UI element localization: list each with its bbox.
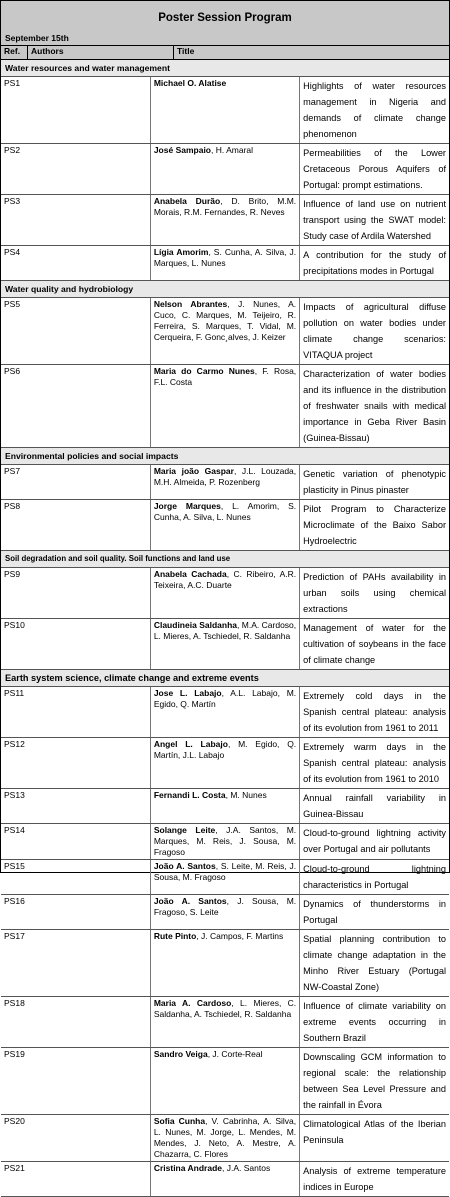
- poster-title: Influence of climate variability on extreme events occurring in Southern Brazil: [300, 997, 449, 1048]
- poster-ref: PS21: [1, 1162, 150, 1197]
- co-authors: , M. Egido, Q. Martín, J.L. Labajo: [153, 739, 297, 760]
- co-authors: , S. Cunha, A. Silva, J. Marques, L. Nunes: [153, 247, 297, 268]
- co-authors: , J. Sousa, M. Fragoso, S. Leite: [153, 896, 297, 917]
- poster-title: Downscaling GCM information to regional scale: the relationship between Sea Level Pressure and the rainfall in Évora: [300, 1048, 449, 1115]
- table-row: [1, 1048, 449, 1115]
- co-authors: , S. Leite, M. Reis, J. Sousa, M. Fragoso: [153, 861, 297, 882]
- section-title: Soil degradation and soil quality. Soil functions and land use: [1, 551, 449, 568]
- section-title: Environmental policies and social impacts: [1, 448, 449, 465]
- presenting-author: Jorge Marques: [153, 501, 221, 511]
- table-row: [1, 1115, 449, 1162]
- poster-authors: [150, 144, 299, 195]
- table-row: [1, 500, 449, 551]
- poster-title: Genetic variation of phenotypic plasticity in Pinus pinaster: [300, 465, 449, 500]
- table-row: [1, 789, 449, 824]
- table-row: [1, 144, 449, 195]
- table-row: [1, 298, 449, 365]
- table-row: [1, 997, 449, 1048]
- presenting-author: Maria do Carmo Nunes: [153, 366, 255, 376]
- co-authors: , L. Mieres, C. Saldanha, A. Tschiedel, R. Saldanha: [153, 998, 297, 1019]
- presenting-author: Maria A. Cardoso: [153, 998, 232, 1008]
- poster-ref: PS13: [1, 789, 150, 824]
- co-authors: , V. Cabrinha, A. Silva, L. Nunes, M. Jorge, L. Mendes, M. Mendes, J. Neto, A. Mestre, A. Chazarra, C. Flores: [153, 1116, 297, 1159]
- poster-authors: [150, 1048, 299, 1115]
- poster-ref: PS11: [1, 687, 150, 738]
- table-row: [1, 568, 449, 619]
- table-row: [1, 687, 449, 738]
- poster-title: Analysis of extreme temperature indices in Europe: [300, 1162, 449, 1197]
- presenting-author: Lígia Amorim: [153, 247, 209, 257]
- poster-ref: PS12: [1, 738, 150, 789]
- co-authors: , J.L. Louzada, M.H. Almeida, P. Rozenberg: [153, 466, 297, 487]
- poster-authors: [150, 246, 299, 281]
- poster-authors: [150, 500, 299, 551]
- presenting-author: Solange Leite: [153, 825, 216, 835]
- presenting-author: Sandro Veiga: [153, 1049, 208, 1059]
- table-row: [1, 1162, 449, 1197]
- presenting-author: Michael O. Alatise: [153, 78, 227, 88]
- poster-ref: PS15: [1, 860, 150, 895]
- poster-title: A contribution for the study of precipitations modes in Portugal: [300, 246, 449, 281]
- poster-authors: [150, 997, 299, 1048]
- poster-title: Characterization of water bodies and its influence in the distribution of freshwater snails with medical importance in Geba River Basin (Guinea-Bissau): [300, 365, 449, 448]
- presenting-author: Fernandi L. Costa: [153, 790, 226, 800]
- presenting-author: Angel L. Labajo: [153, 739, 228, 749]
- poster-authors: [150, 465, 299, 500]
- table-row: [1, 930, 449, 997]
- poster-title: Pilot Program to Characterize Microclimate of the Baixo Sabor Hydroelectric: [300, 500, 449, 551]
- poster-authors: [150, 930, 299, 997]
- poster-authors: [150, 1115, 299, 1162]
- co-authors: , F. Rosa, F.L. Costa: [153, 366, 297, 387]
- co-authors: , J.A. Santos: [222, 1163, 271, 1173]
- poster-title: Highlights of water resources management in Nigeria and demands of climate change phenomenon: [300, 77, 449, 144]
- presenting-author: Jose L. Labajo: [153, 688, 222, 698]
- poster-authors: [150, 77, 299, 144]
- poster-authors: [150, 365, 299, 448]
- co-authors: , M.A. Cardoso, L. Mieres, A. Tschiedel, R. Saldanha: [153, 620, 297, 641]
- poster-authors: [150, 860, 299, 895]
- table-row: [1, 895, 449, 930]
- column-header-ref: Ref.: [1, 46, 28, 59]
- poster-title: Impacts of agricultural diffuse pollution on water bodies under climate change scenarios: VITAQUA project: [300, 298, 449, 365]
- table-row: [1, 860, 449, 895]
- presenting-author: Anabela Cachada: [153, 569, 227, 579]
- poster-ref: PS19: [1, 1048, 150, 1115]
- presenting-author: Maria joão Gaspar: [153, 466, 234, 476]
- poster-authors: [150, 687, 299, 738]
- poster-title: Spatial planning contribution to climate change adaptation in the Minho River Estuary (Portugal NW-Coastal Zone): [300, 930, 449, 997]
- table-row: [1, 619, 449, 670]
- poster-title: Dynamics of thunderstorms in Portugal: [300, 895, 449, 930]
- section-header-row: [1, 551, 449, 568]
- program-table-body: [1, 60, 449, 1197]
- section-header-row: [1, 670, 449, 687]
- section-title: Water quality and hydrobiology: [1, 281, 449, 298]
- section-title: Water resources and water management: [1, 60, 449, 77]
- poster-title: Climatological Atlas of the Iberian Peninsula: [300, 1115, 449, 1162]
- table-row: [1, 824, 449, 860]
- poster-authors: [150, 824, 299, 860]
- poster-ref: PS2: [1, 144, 150, 195]
- poster-title: Cloud-to-ground lightning characteristics in Portugal: [300, 860, 449, 895]
- poster-title: Permeabilities of the Lower Cretaceous Porous Aquifers of Portugal: prompt estimations.: [300, 144, 449, 195]
- column-header-title: Title: [177, 46, 195, 56]
- poster-ref: PS18: [1, 997, 150, 1048]
- poster-authors: [150, 895, 299, 930]
- presenting-author: Sofia Cunha: [153, 1116, 206, 1126]
- co-authors: , L. Amorim, S. Cunha, A. Silva, L. Nunes: [153, 501, 297, 522]
- table-row: [1, 195, 449, 246]
- poster-ref: PS1: [1, 77, 150, 144]
- table-row: [1, 465, 449, 500]
- co-authors: , J. Campos, F. Martins: [196, 931, 284, 941]
- section-header-row: [1, 60, 449, 77]
- poster-ref: PS10: [1, 619, 150, 670]
- poster-ref: PS4: [1, 246, 150, 281]
- presenting-author: Rute Pinto: [153, 931, 197, 941]
- poster-title: Management of water for the cultivation of soybeans in the face of climate change: [300, 619, 449, 670]
- co-authors: , H. Amaral: [211, 145, 254, 155]
- poster-ref: PS14: [1, 824, 150, 860]
- poster-title: Influence of land use on nutrient transport using the SWAT model: Study case of Ardila Watershed: [300, 195, 449, 246]
- page-title: Poster Session Program: [158, 12, 292, 24]
- presenting-author: José Sampaio: [153, 145, 211, 155]
- program-table: [1, 60, 449, 1197]
- poster-authors: [150, 568, 299, 619]
- presenting-author: Nelson Abrantes: [153, 299, 228, 309]
- poster-ref: PS17: [1, 930, 150, 997]
- co-authors: , J.A. Santos, M. Marques, M. Reis, J. Sousa, M. Fragoso: [153, 825, 297, 857]
- co-authors: , J. Nunes, A. Cuco, C. Marques, M. Teijeiro, R. Ferreira, S. Marques, T. Vidal, M. Cerqueira, F. Gonc¸alves, J. Keizer: [153, 299, 297, 342]
- poster-ref: PS6: [1, 365, 150, 448]
- table-row: [1, 77, 449, 144]
- presenting-author: Cristina Andrade: [153, 1163, 222, 1173]
- co-authors: , J. Corte-Real: [207, 1049, 263, 1059]
- table-row: [1, 738, 449, 789]
- table-row: [1, 246, 449, 281]
- co-authors: , M. Nunes: [225, 790, 267, 800]
- column-header-row: [1, 45, 449, 59]
- poster-title: Cloud-to-ground lightning activity over Portugal and air pollutants: [300, 824, 449, 860]
- section-title: Earth system science, climate change and extreme events: [1, 670, 449, 687]
- poster-ref: PS7: [1, 465, 150, 500]
- poster-authors: [150, 619, 299, 670]
- co-authors: , C. Ribeiro, A.R. Teixeira, A.C. Duarte: [153, 569, 297, 590]
- poster-ref: PS20: [1, 1115, 150, 1162]
- poster-authors: [150, 195, 299, 246]
- presenting-author: João A. Santos: [153, 861, 216, 871]
- poster-ref: PS5: [1, 298, 150, 365]
- poster-authors: [150, 298, 299, 365]
- poster-authors: [150, 1162, 299, 1197]
- poster-title: Extremely warm days in the Spanish central plateau: analysis of its evolution from 1961 to 2010: [300, 738, 449, 789]
- poster-ref: PS9: [1, 568, 150, 619]
- table-row: [1, 365, 449, 448]
- session-date: September 15th: [5, 33, 69, 43]
- poster-title: Prediction of PAHs availability in urban soils using chemical extractions: [300, 568, 449, 619]
- poster-authors: [150, 738, 299, 789]
- presenting-author: Claudineia Saldanha: [153, 620, 238, 630]
- co-authors: , A.L. Labajo, M. Egido, Q. Martín: [153, 688, 297, 709]
- presenting-author: Anabela Durão: [153, 196, 221, 206]
- poster-title: Extremely cold days in the Spanish central plateau: analysis of its evolution from 1961 to 2011: [300, 687, 449, 738]
- co-authors: , D. Brito, M.M. Morais, R.M. Fernandes, R. Neves: [153, 196, 297, 217]
- document-header: [1, 1, 449, 60]
- poster-ref: PS3: [1, 195, 150, 246]
- section-header-row: [1, 281, 449, 298]
- section-header-row: [1, 448, 449, 465]
- presenting-author: João A. Santos: [153, 896, 227, 906]
- poster-authors: [150, 789, 299, 824]
- poster-ref: PS8: [1, 500, 150, 551]
- poster-title: Annual rainfall variability in Guinea-Bissau: [300, 789, 449, 824]
- poster-ref: PS16: [1, 895, 150, 930]
- column-header-authors: Authors: [28, 46, 174, 59]
